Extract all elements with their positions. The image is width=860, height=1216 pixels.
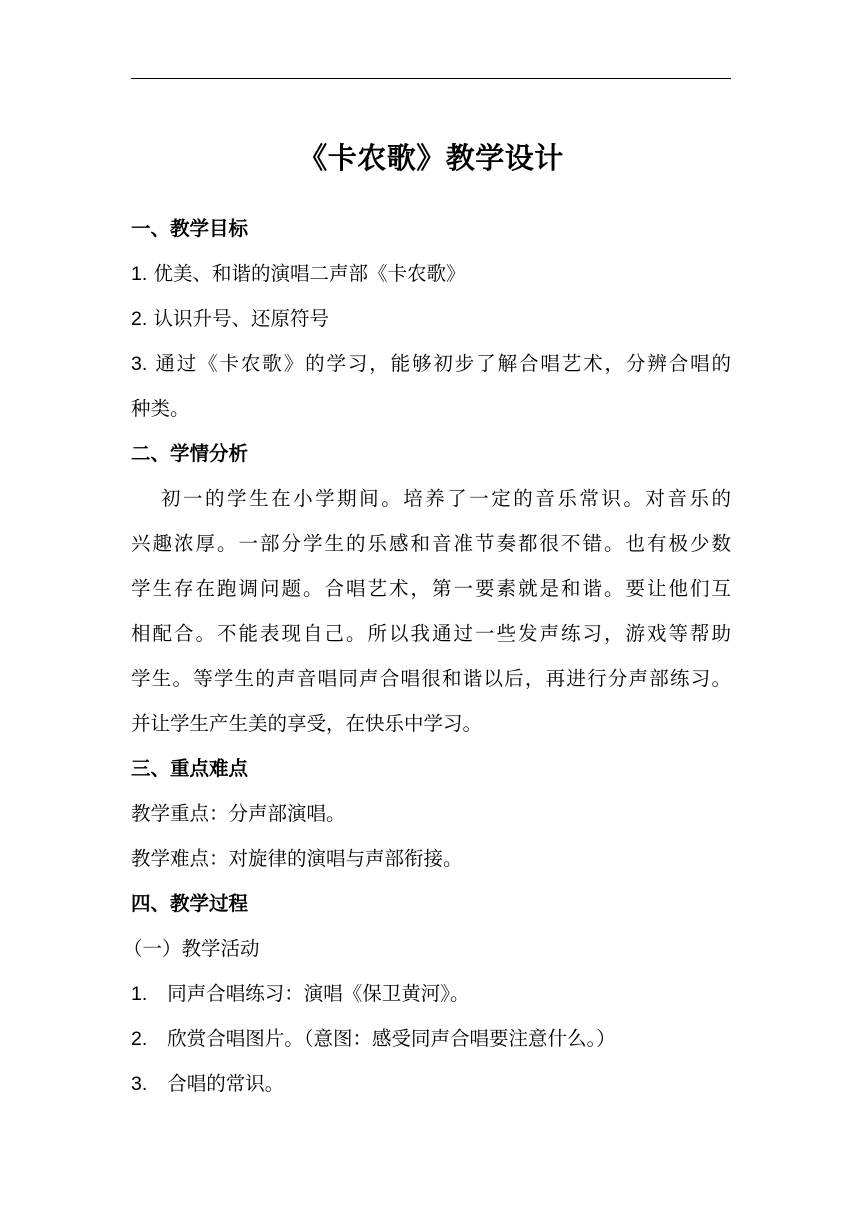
goal-item-3-continuation: 种类。	[131, 397, 190, 420]
header-rule	[131, 78, 731, 79]
process-subheading: （一）教学活动	[123, 937, 260, 960]
analysis-line-6: 并让学生产生美的享受，在快乐中学习。	[131, 712, 483, 735]
goal-item-3-number: 3.	[131, 353, 148, 375]
process-item-2-number: 2.	[131, 1028, 148, 1050]
goal-item-2-number: 2.	[131, 308, 148, 330]
process-item-1-number: 1.	[131, 983, 148, 1005]
process-item-1-text: 同声合唱练习：演唱《保卫黄河》。	[167, 982, 470, 1005]
section-heading-process: 四、教学过程	[131, 892, 249, 915]
goal-item-3-text: 通过《卡农歌》的学习，能够初步了解合唱艺术，分辨合唱的	[155, 352, 731, 375]
goal-item-1-number: 1.	[131, 263, 148, 285]
analysis-line-5: 学生。等学生的声音唱同声合唱很和谐以后，再进行分声部练习。	[131, 667, 731, 690]
process-item-1	[131, 979, 731, 1009]
section-heading-keypoints: 三、重点难点	[131, 757, 249, 780]
analysis-line-4: 相配合。不能表现自己。所以我通过一些发声练习，游戏等帮助	[131, 622, 731, 645]
goal-item-2	[131, 304, 731, 334]
goal-item-1	[131, 259, 731, 289]
analysis-line-3: 学生存在跑调问题。合唱艺术，第一要素就是和谐。要让他们互	[131, 577, 731, 600]
goal-item-2-text: 认识升号、还原符号	[153, 307, 329, 330]
analysis-line-2: 兴趣浓厚。一部分学生的乐感和音准节奏都很不错。也有极少数	[131, 532, 731, 555]
goal-item-3	[131, 349, 731, 379]
goal-item-1-text: 优美、和谐的演唱二声部《卡农歌》	[153, 262, 466, 285]
section-heading-analysis: 二、学情分析	[131, 442, 249, 465]
process-item-3-number: 3.	[131, 1073, 148, 1095]
section-heading-goals: 一、教学目标	[131, 217, 249, 240]
document-title: 《卡农歌》教学设计	[298, 141, 564, 175]
process-item-2	[131, 1024, 731, 1054]
analysis-line-1: 初一的学生在小学期间。培养了一定的音乐常识。对音乐的	[161, 487, 731, 510]
teaching-difficulty: 教学难点：对旋律的演唱与声部衔接。	[131, 847, 463, 870]
process-item-2-text: 欣赏合唱图片。（意图：感受同声合唱要注意什么。）	[167, 1027, 616, 1050]
process-item-3-text: 合唱的常识。	[167, 1072, 285, 1095]
teaching-key-point: 教学重点：分声部演唱。	[131, 802, 346, 825]
process-item-3	[131, 1069, 731, 1099]
